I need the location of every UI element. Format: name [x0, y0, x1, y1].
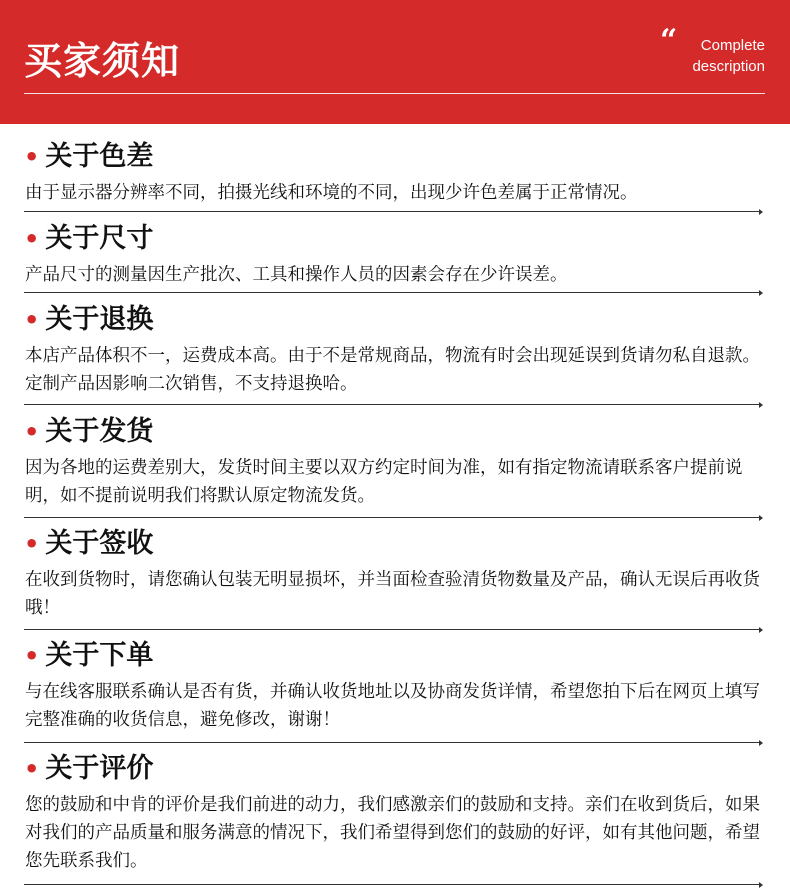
section-divider: [24, 211, 760, 212]
page-title: 买家须知: [24, 39, 181, 83]
subtitle-line-1: Complete: [700, 37, 765, 54]
section-divider: [24, 517, 760, 518]
header-divider: [24, 93, 765, 94]
section-title-text: 关于下单: [45, 640, 154, 671]
section-title-text: 关于尺寸: [45, 223, 154, 254]
section-divider: [24, 404, 760, 405]
header-subtitle: [692, 35, 765, 77]
bullet-dot-icon: •: [24, 418, 40, 446]
section-title: [24, 303, 153, 337]
section-divider: [24, 884, 760, 885]
subtitle-line-2: description: [692, 58, 765, 75]
header-banner: [0, 0, 790, 124]
section-body: 与在线客服联系确认是否有货，并确认收货地址以及协商发货详情，希望您拍下后在网页上填写完整准确的收货信息，避免修改，谢谢！: [25, 682, 760, 730]
section-title-text: 关于色差: [45, 141, 154, 172]
bullet-dot-icon: •: [24, 530, 40, 558]
quote-mark-icon: “: [660, 23, 678, 58]
section-title: [24, 415, 153, 449]
bullet-dot-icon: •: [24, 225, 40, 253]
section-title-text: 关于评价: [45, 753, 154, 784]
section-divider: [24, 292, 760, 293]
section-title-text: 关于发货: [45, 416, 154, 447]
section-body: 在收到货物时，请您确认包装无明显损坏，并当面检查验清货物数量及产品，确认无误后再收货哦！: [25, 570, 760, 618]
section-title: [24, 222, 153, 256]
bullet-dot-icon: •: [24, 143, 40, 171]
section-body: 产品尺寸的测量因生产批次、工具和操作人员的因素会存在少许误差。: [25, 265, 568, 285]
bullet-dot-icon: •: [24, 306, 40, 334]
section-title: [24, 527, 153, 561]
section-title: [24, 140, 153, 174]
section-body: 本店产品体积不一，运费成本高。由于不是常规商品，物流有时会出现延误到货请勿私自退款。定制产品因影响二次销售，不支持退换哈。: [25, 346, 760, 394]
section-divider: [24, 629, 760, 630]
section-title-text: 关于签收: [45, 528, 154, 559]
section-title: [24, 639, 153, 673]
section-body: 您的鼓励和中肯的评价是我们前进的动力，我们感激亲们的鼓励和支持。亲们在收到货后，如果对我们的产品质量和服务满意的情况下，我们希望得到您们的鼓励的好评，如有其他问题，希望您先联系我们。: [25, 795, 760, 871]
bullet-dot-icon: •: [24, 755, 40, 783]
section-title-text: 关于退换: [45, 304, 154, 335]
bullet-dot-icon: •: [24, 642, 40, 670]
section-title: [24, 752, 153, 786]
section-body: 因为各地的运费差别大，发货时间主要以双方约定时间为准，如有指定物流请联系客户提前说明，如不提前说明我们将默认原定物流发货。: [25, 458, 743, 506]
section-body: 由于显示器分辨率不同，拍摄光线和环境的不同，出现少许色差属于正常情况。: [25, 183, 638, 203]
section-divider: [24, 742, 760, 743]
